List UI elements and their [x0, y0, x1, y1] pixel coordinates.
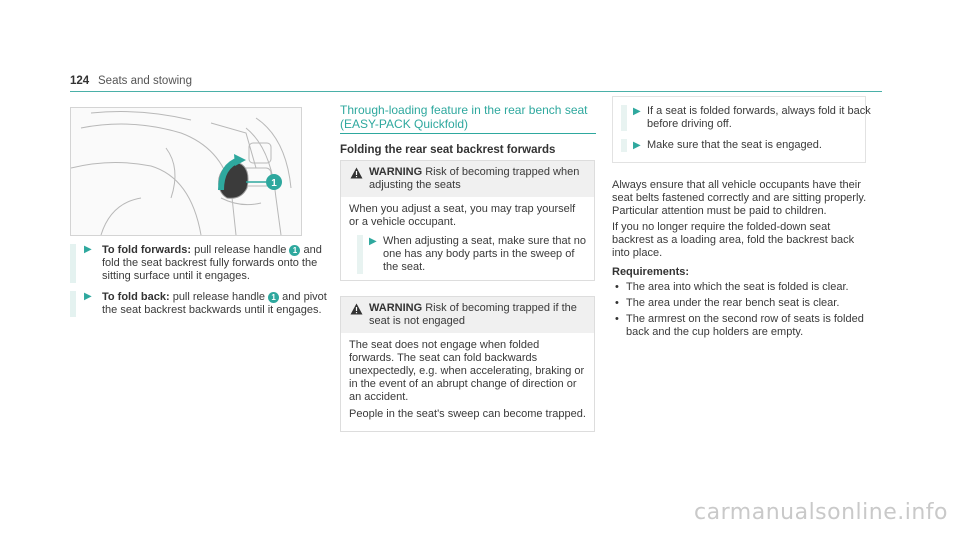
warning-header [341, 297, 594, 333]
step-text: pull release handle [169, 291, 269, 303]
right-text-block [612, 179, 870, 342]
requirements-list [612, 281, 870, 339]
warning-box-engaged [340, 296, 595, 432]
list-item: • The area under the rear bench seat is clear. [612, 297, 870, 310]
step-arrow-icon: ▶ [84, 244, 92, 255]
handle-1-badge: 1 [268, 292, 279, 303]
seat-illustration [70, 107, 302, 236]
step-label: To fold forwards: [102, 244, 192, 256]
step-text: and pivot the seat backrest backwards until it engages. [102, 291, 327, 316]
step-text: pull release handle [191, 244, 290, 256]
step-arrow-icon: ▶ [369, 236, 377, 247]
callout-number: 1 [271, 178, 277, 189]
warning-text: The seat does not engage when folded forwards. The seat can fold backwards unexpectedly, e.g. when accelerating, braking or in the event of an abrupt change of direction or an accident. [349, 339, 585, 403]
warning-triangle-icon [350, 303, 363, 315]
step-ensure-engaged [621, 139, 872, 152]
warning-body [341, 197, 594, 280]
steps-box [612, 96, 871, 163]
list-item: • The area into which the seat is folded is clear. [612, 281, 870, 294]
page-header [70, 73, 882, 92]
seat-release-handle-drawing [71, 108, 301, 235]
warning-header [341, 161, 594, 197]
warning-triangle-icon [350, 167, 363, 179]
warning-text: When you adjust a seat, you may trap yourself or a vehicle occupant. [349, 203, 576, 228]
section-heading [340, 103, 596, 156]
paragraph-seatbelts: Always ensure that all vehicle occupants have their seat belts fastened correctly and are sitting properly. Particular attention must be paid to children. [612, 179, 867, 217]
warning-headline: Risk of becoming trapped when adjusting the seats [369, 166, 580, 191]
handle-1-badge: 1 [289, 245, 300, 256]
step-fold-back [70, 291, 336, 317]
step-text: If a seat is folded forwards, always fold it back before driving off. [647, 105, 871, 130]
step-fold-back-before-driving [621, 105, 872, 131]
warning-body [341, 333, 594, 431]
warning-headline: Risk of becoming trapped if the seat is not engaged [369, 302, 577, 327]
warning-step [357, 235, 586, 274]
step-label: To fold back: [102, 291, 170, 303]
subsection-title: Folding the rear seat backrest forwards [340, 144, 556, 156]
step-fold-forwards [70, 244, 336, 283]
requirements-title: Requirements: [612, 266, 690, 278]
warning-box-adjusting [340, 160, 595, 281]
warning-step-text: When adjusting a seat, make sure that no one has any body parts in the sweep of the seat. [383, 235, 587, 273]
section-divider [340, 133, 596, 134]
warning-label: WARNING [369, 302, 423, 314]
step-text: and fold the seat backrest fully forwards onto the sitting surface until it engages. [102, 244, 322, 282]
page-number: 124 [70, 75, 90, 87]
step-arrow-icon: ▶ [84, 291, 92, 302]
step-arrow-icon: ▶ [633, 140, 641, 151]
step-text: Make sure that the seat is engaged. [647, 139, 822, 151]
section-name: Seats and stowing [98, 75, 192, 87]
warning-text: People in the seat's sweep can become trapped. [349, 408, 586, 420]
warning-label: WARNING [369, 166, 423, 178]
step-arrow-icon: ▶ [633, 106, 641, 117]
list-item: • The armrest on the second row of seats is folded back and the cup holders are empty. [612, 313, 870, 339]
section-title-line2: (EASY-PACK Quickfold) [340, 117, 469, 131]
paragraph-fold-back: If you no longer require the folded-down seat backrest as a loading area, fold the backrest back into place. [612, 221, 855, 259]
watermark: carmanualsonline.info [694, 500, 948, 525]
section-title: Through-loading feature in the rear bench seat [340, 103, 588, 117]
